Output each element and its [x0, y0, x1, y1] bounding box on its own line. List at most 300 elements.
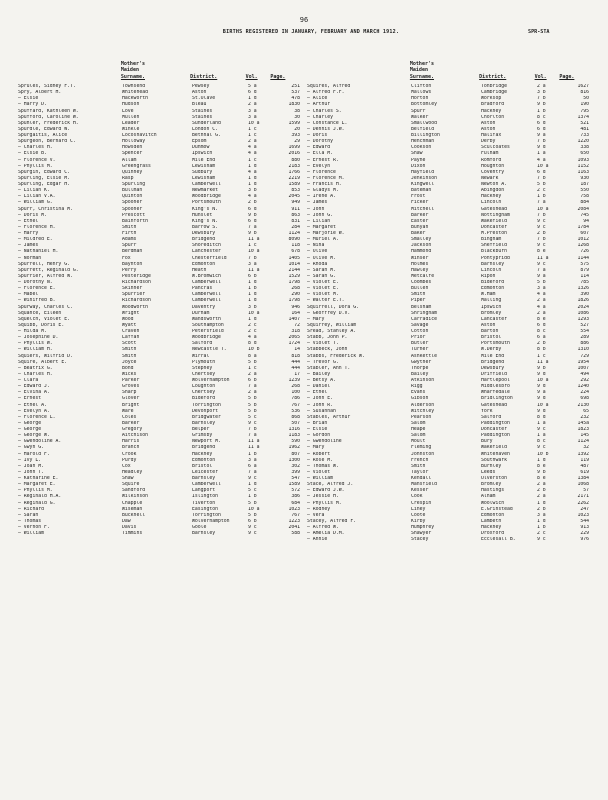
district: Driffield	[481, 371, 507, 377]
volume: 1 c	[248, 157, 257, 163]
volume: 10 b	[248, 347, 260, 353]
district: Wolverhampton	[192, 378, 230, 383]
page-ref: 572	[291, 488, 300, 494]
mother-maiden-name: Richardson	[122, 280, 151, 285]
page-ref: 2171	[577, 494, 589, 500]
district: W.Ham	[481, 292, 496, 298]
child-name: — Betsy A.	[307, 378, 336, 383]
volume: 11 a	[537, 359, 549, 365]
child-name: — Dorothy	[307, 139, 333, 145]
page-ref: 886	[580, 341, 589, 347]
child-name: — Elsie	[307, 427, 328, 432]
district: Portsmouth	[192, 200, 221, 206]
page-ref: 118	[291, 243, 300, 249]
volume: 9 c	[248, 420, 257, 426]
district: Ipswich	[192, 151, 213, 157]
volume: 11 a	[248, 445, 260, 451]
page-ref: 554	[580, 329, 589, 334]
district: Ipswich	[481, 304, 502, 310]
child-name: — Mary	[307, 316, 325, 322]
district: Coventry	[481, 169, 505, 175]
volume: 1 b	[537, 525, 546, 530]
mother-maiden-name: Kesser	[411, 488, 429, 494]
volume: 6 b	[248, 518, 257, 524]
page-ref: 678	[291, 249, 300, 255]
volume: 5 c	[248, 488, 257, 494]
page-ref: 1589	[288, 482, 300, 488]
district: Cambridge	[481, 90, 507, 96]
district: Lewisham	[192, 175, 216, 181]
volume: 9 d	[537, 384, 546, 390]
page-ref: 1183	[288, 433, 300, 439]
district: Abingdon	[481, 188, 505, 194]
page-ref: 386	[291, 494, 300, 500]
mother-maiden-name: Turner	[411, 347, 429, 353]
page-ref: 976	[580, 537, 589, 543]
child-name: Squires, Alfred	[307, 84, 351, 89]
child-name: — Thomas W.	[307, 463, 339, 469]
volume: 10 a	[537, 378, 549, 383]
volume: 3 b	[248, 304, 257, 310]
page-ref: 590	[291, 439, 300, 445]
mother-maiden-header	[410, 61, 479, 80]
page-ref: 863	[291, 212, 300, 218]
district: Newport M.	[192, 439, 221, 445]
mother-maiden-name: Scott	[122, 341, 137, 347]
district: Droxford	[481, 531, 505, 537]
volume: 1 a	[537, 433, 546, 439]
page-ref: 1374	[577, 114, 589, 120]
volume: 9 b	[248, 231, 257, 236]
page-ref: 494	[580, 371, 589, 377]
child-name: — Vernon F.	[18, 525, 50, 530]
district: Sheffield	[481, 243, 507, 249]
page-ref: 478	[291, 96, 300, 102]
volume: 8 a	[248, 353, 257, 359]
page-ref: 1599	[288, 120, 300, 126]
volume: 2 b	[537, 341, 546, 347]
child-name: — Bailey	[307, 371, 331, 377]
mother-maiden-name: Shawyer	[411, 531, 432, 537]
mother-maiden-name: Salom	[411, 433, 426, 439]
district: Wakefield	[481, 218, 507, 224]
mother-maiden-name: Squire	[122, 482, 140, 488]
child-name: Stabbs, Frederick W.	[307, 353, 365, 359]
page-ref: 913	[580, 525, 589, 530]
district: Bridlington	[481, 396, 513, 402]
page-ref: 229	[580, 531, 589, 537]
child-name: — Irene A.	[307, 194, 336, 200]
mother-maiden-name: Spurrier	[122, 292, 146, 298]
child-name: — Joan M.	[18, 463, 44, 469]
district: Langport	[192, 488, 216, 494]
mother-maiden-name: Winser	[411, 255, 429, 261]
district: Burnley	[481, 463, 502, 469]
page-ref: 30	[294, 114, 300, 120]
page-ref: 390	[580, 292, 589, 298]
mother-maiden-name: Fox	[122, 255, 131, 261]
page-ref: 1300	[288, 457, 300, 463]
district: Staines	[192, 114, 213, 120]
mother-maiden-name: Henchman	[411, 139, 435, 145]
page-ref: 268	[291, 384, 300, 390]
district: Sudbury	[192, 169, 213, 175]
child-name: Spurgin, Edward C.	[18, 169, 70, 175]
volume: 1 a	[537, 151, 546, 157]
page-ref: 1724	[288, 341, 300, 347]
page-ref: 2084	[577, 206, 589, 212]
district: Salford	[192, 341, 213, 347]
district: Edmonton	[481, 286, 505, 292]
page-ref: 758	[580, 194, 589, 200]
child-name: — Florence M.	[307, 175, 345, 181]
district: Barnsley	[192, 420, 216, 426]
page-ref: 1384	[577, 476, 589, 481]
district: Pontypridd	[481, 255, 510, 261]
volume: 1 b	[248, 451, 257, 457]
mother-maiden-name: Smith	[411, 463, 426, 469]
page-ref: 1407	[288, 316, 300, 322]
district-header: District.	[479, 73, 507, 80]
volume: 6 d	[537, 322, 546, 328]
child-name: — Walter E.T.	[307, 298, 345, 304]
child-name: Squelch, Violet E.	[18, 316, 70, 322]
child-name: Spurr, Christina M.	[18, 206, 73, 212]
district: Newmarket	[192, 188, 218, 194]
mother-maiden-name: Timmins	[122, 531, 143, 537]
volume: 3 b	[248, 188, 257, 194]
page-header: Page.	[559, 73, 575, 80]
page-ref: 1962	[288, 445, 300, 451]
child-name: — Reginald G.	[18, 500, 56, 506]
mother-maiden-name: Joyce	[122, 359, 137, 365]
mother-maiden-name: Perry	[122, 267, 137, 273]
mother-maiden-name: Crook	[122, 451, 137, 457]
child-name: — Olive M.	[307, 255, 336, 261]
page-ref: 2045	[288, 194, 300, 200]
volume: 2 b	[537, 506, 546, 512]
volume: 2 a	[248, 102, 257, 108]
district: Blackburn	[481, 249, 507, 255]
page-ref: 487	[580, 463, 589, 469]
volume: 2 a	[537, 482, 546, 488]
volume: 10 a	[248, 310, 260, 316]
mother-maiden-name: Spooner	[122, 200, 143, 206]
mother-maiden-name: Heape	[411, 427, 426, 432]
page-ref: 726	[580, 249, 589, 255]
page-ref: 1392	[577, 451, 589, 457]
mother-maiden-name: Horton	[411, 96, 429, 102]
page-ref: 853	[291, 188, 300, 194]
volume: 2 b	[248, 200, 257, 206]
page-ref: 100	[291, 390, 300, 396]
mother-maiden-name: Howsden	[122, 145, 143, 151]
page-ref: 527	[580, 322, 589, 328]
page-ref: 544	[580, 518, 589, 524]
mother-maiden-name: Quinton	[122, 194, 143, 200]
mother-maiden-name: Headley	[122, 469, 143, 475]
district: Bridgend	[481, 359, 505, 365]
district: York	[481, 408, 493, 414]
district: W.Derby	[481, 347, 502, 353]
child-name: — Violet	[307, 469, 331, 475]
register-entry	[18, 531, 300, 537]
page-ref: 224	[580, 390, 589, 396]
volume: 5 b	[537, 182, 546, 187]
volume: 2 a	[248, 371, 257, 377]
child-name: — Evelyn	[307, 163, 331, 169]
mother-maiden-name: Berdman	[122, 249, 143, 255]
mother-maiden-name: Witchley	[411, 408, 435, 414]
volume: 1 d	[248, 175, 257, 181]
district: Paddington	[481, 420, 510, 426]
child-name: — Ivy L.	[18, 457, 42, 463]
district: Chorlton	[481, 114, 505, 120]
page-ref: 1124	[577, 439, 589, 445]
volume: 1 c	[537, 353, 546, 359]
mother-maiden-name: Quinney	[122, 169, 143, 175]
vol-header: Vol.	[245, 73, 258, 80]
district: Daventry	[192, 304, 216, 310]
district: Camberwell	[192, 182, 221, 187]
child-name: — Florence L.	[18, 414, 56, 420]
district: Devonport	[192, 408, 218, 414]
district: Islington	[192, 494, 218, 500]
district: Ulverston	[481, 476, 507, 481]
page-ref: 786	[291, 396, 300, 402]
child-name: Stace, Alfred J.	[307, 482, 354, 488]
page-ref: 1163	[577, 169, 589, 175]
mother-maiden-name: Whitehead	[122, 90, 148, 96]
child-name: Spurrell, Henry G.	[18, 261, 70, 267]
page-ref: 65	[583, 408, 589, 414]
page-ref: 2183	[288, 163, 300, 169]
district: Bridgend	[192, 445, 216, 451]
page-ref: 1326	[577, 286, 589, 292]
page-ref: 930	[580, 175, 589, 181]
mother-maiden-name: Liney	[411, 506, 426, 512]
district: Bideford	[481, 280, 505, 285]
district: E.Grinstead	[481, 506, 513, 512]
page-ref: 338	[580, 145, 589, 151]
child-name: — Charles H.	[18, 145, 53, 151]
volume: 2 a	[537, 84, 546, 89]
child-name: — Arthur	[307, 102, 331, 108]
district: Barnsley	[192, 531, 216, 537]
page-ref: 38	[294, 108, 300, 114]
child-name: — Sarah G.	[307, 273, 336, 279]
district: Woodbridge	[192, 194, 221, 200]
child-name: — Ella M.	[307, 151, 333, 157]
district: Epsom	[192, 139, 207, 145]
child-name: Squiers, Wilfrid D.	[18, 353, 73, 359]
district: Bury	[481, 439, 493, 445]
mother-maiden-name: Billington	[411, 133, 440, 138]
page-ref: 164	[291, 310, 300, 316]
mother-maiden-name: Wyatt	[122, 322, 137, 328]
district: Leicester	[192, 469, 218, 475]
volume: 3 a	[537, 512, 546, 518]
volume: 6 a	[537, 335, 546, 341]
district: Stepney	[192, 365, 213, 371]
child-name: Spry, Albert H.	[18, 90, 62, 96]
page-ref: 1826	[577, 298, 589, 304]
child-name: — Geoffrey D.V.	[307, 310, 351, 316]
volume: 7 b	[537, 175, 546, 181]
district: Woolwich	[481, 500, 505, 506]
mother-maiden-name: Coote	[411, 512, 426, 518]
mother-maiden-name: Woodworth	[122, 304, 148, 310]
page-ref: 767	[291, 512, 300, 518]
volume: 1 d	[537, 457, 546, 463]
volume: 9 c	[537, 427, 546, 432]
district: Edmonton	[192, 457, 216, 463]
page-ref: 807	[291, 451, 300, 457]
child-name: — George W.	[18, 433, 50, 439]
district: Portsmouth	[481, 341, 510, 347]
district: Tonbridge	[481, 84, 507, 89]
district: M.Preston	[481, 231, 507, 236]
page-ref: 481	[580, 126, 589, 132]
page-ref: 536	[291, 408, 300, 414]
volume: 8 b	[537, 347, 546, 353]
child-name: — Alfred W.	[307, 525, 339, 530]
mother-maiden-name: Shaw	[411, 151, 423, 157]
volume: 9 c	[537, 445, 546, 451]
district: Doncaster	[481, 427, 507, 432]
volume: 8 d	[537, 414, 546, 420]
mother-maiden-name: Cox	[122, 463, 131, 469]
district: Easington	[192, 506, 218, 512]
volume: 1 c	[248, 126, 257, 132]
volume: 7 a	[248, 433, 257, 439]
child-name: — Norman	[18, 255, 42, 261]
page-ref: 1086	[577, 310, 589, 316]
child-name: — William	[18, 531, 44, 537]
page-ref: 1316	[288, 427, 300, 432]
district: Mile End	[192, 157, 216, 163]
page-number: 96	[299, 16, 309, 24]
district: Pewsey	[192, 84, 210, 89]
page-ref: 795	[580, 108, 589, 114]
district: Fulham	[481, 151, 499, 157]
mother-maiden-name: Wright	[122, 310, 140, 316]
child-name: — Hilda M.	[18, 329, 47, 334]
mother-maiden-name: Mullen	[122, 114, 140, 120]
volume: 7 b	[537, 237, 546, 243]
child-name: Spuhler, Frederick H.	[18, 120, 79, 126]
page-ref: 733	[580, 133, 589, 138]
mother-maiden-name: Frost	[411, 194, 426, 200]
page-ref: 1954	[577, 359, 589, 365]
district: Camberwell	[192, 298, 221, 304]
header-line: Surname.	[409, 73, 434, 80]
page-ref: 1220	[577, 139, 589, 145]
mother-maiden-name: Smallwood	[411, 120, 437, 126]
volume: 9 c	[248, 525, 257, 530]
mother-maiden-name: Kingwell	[411, 182, 435, 187]
child-name: Spurrett, Reginald G.	[18, 267, 79, 273]
page-ref: 2016	[288, 151, 300, 157]
volume: 9 c	[537, 224, 546, 230]
mother-maiden-name: Greengrass	[122, 163, 151, 169]
child-name: — Edward	[307, 145, 331, 151]
volume: 6 d	[537, 120, 546, 126]
page-ref: 29	[294, 139, 300, 145]
district: Chesterfield	[192, 255, 227, 261]
child-name: — Edward J.	[18, 384, 50, 390]
mother-maiden-name: Hawley	[411, 267, 429, 273]
child-name: — Lilian V.A.	[18, 194, 56, 200]
volume: 10 a	[537, 163, 549, 169]
volume: 5 b	[248, 408, 257, 414]
volume: 1 b	[537, 194, 546, 200]
child-name: Stables, Arthur	[307, 414, 351, 420]
volume: 5 b	[248, 512, 257, 518]
page-ref: 17	[294, 371, 300, 377]
page-ref: 729	[580, 353, 589, 359]
district: Edmonton	[192, 261, 216, 267]
mother-maiden-name: Jenkinson	[411, 175, 437, 181]
mother-maiden-name: Carradice	[411, 316, 437, 322]
district: Dewsbury	[192, 231, 216, 236]
mother-maiden-name: French	[411, 457, 429, 463]
page-ref: 547	[291, 476, 300, 481]
page-ref: 187	[580, 182, 589, 187]
mother-maiden-name: Smalley	[411, 237, 432, 243]
page-ref: 32	[583, 445, 589, 451]
mother-maiden-name: Taylor	[411, 469, 429, 475]
page-ref: 767	[291, 402, 300, 408]
page-ref: 251	[291, 84, 300, 89]
volume: 10 a	[537, 206, 549, 212]
mother-maiden-name: Johnston	[411, 451, 435, 457]
district: Shoreditch	[192, 243, 221, 249]
district: Mile End	[481, 353, 505, 359]
volume: 4 a	[537, 157, 546, 163]
child-name: Stabb, John P.	[307, 335, 348, 341]
child-name: Sread, Stanley A.	[307, 329, 357, 334]
mother-maiden-name: Harris	[122, 439, 140, 445]
child-name: Spurway, Charles C.	[18, 304, 73, 310]
volume: 7 b	[537, 96, 546, 102]
child-name: — Elvina A.	[18, 390, 50, 396]
page-ref: 1144	[577, 255, 589, 261]
child-name: — Nathaniel H.	[18, 249, 59, 255]
page-ref: 1268	[577, 243, 589, 249]
mother-maiden-name: Smith	[122, 224, 137, 230]
volume: 7 a	[537, 200, 546, 206]
child-name: Spufford, Caroline W.	[18, 114, 79, 120]
child-name: Squirrey, William	[307, 322, 357, 328]
district: Torrington	[192, 512, 221, 518]
page-ref: 1023	[577, 512, 589, 518]
mother-maiden-name: Chapple	[122, 500, 143, 506]
mother-maiden-name: Adams	[122, 237, 137, 243]
volume: 3 a	[248, 108, 257, 114]
mother-maiden-name: Thorpe	[411, 365, 429, 371]
district: Lewisham	[192, 163, 216, 169]
district: Halifax	[481, 133, 502, 138]
page-ref: 145a	[577, 420, 589, 426]
volume: 7 a	[537, 267, 546, 273]
volume: 6 a	[248, 463, 257, 469]
mother-maiden-name: Bullen	[411, 286, 429, 292]
child-name: Stacey, Alfred F.	[307, 518, 357, 524]
volume: 9 b	[537, 469, 546, 475]
volume: 11 a	[248, 267, 260, 273]
volume: 4 a	[248, 151, 257, 157]
